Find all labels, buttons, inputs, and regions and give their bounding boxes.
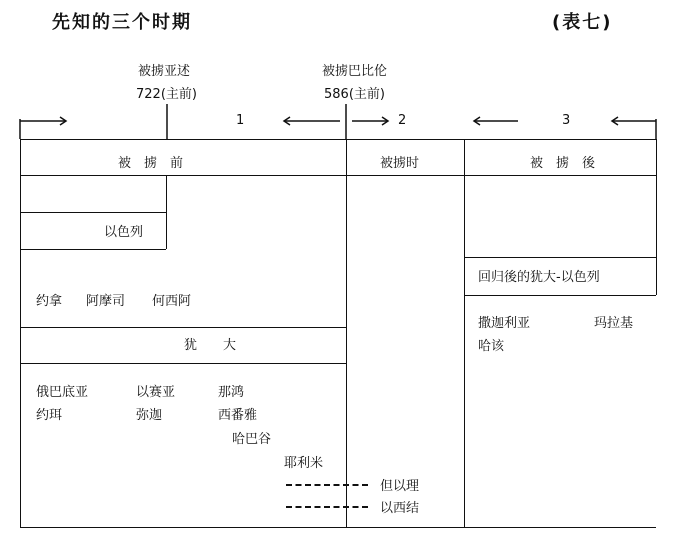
diagram-title: 先知的三个时期: [52, 12, 192, 33]
israel-top-line: [20, 212, 166, 213]
israel-bottom-line: [20, 249, 166, 250]
header-during-exile: 被掳时: [380, 156, 420, 171]
header-pre-exile: 被 掳 前: [118, 156, 184, 171]
israel-end-line: [166, 175, 167, 249]
prophet-jonah: 约拿: [36, 294, 63, 309]
period-2-number: 2: [398, 113, 407, 128]
prophet-micah: 弥迦: [136, 408, 163, 423]
table-right-border: [656, 139, 657, 274]
israel-label: 以色列: [104, 225, 144, 240]
event-assyria-year: 722(主前): [136, 87, 197, 102]
prophet-daniel: 但以理: [380, 479, 420, 494]
event-babylon-year: 586(主前): [324, 87, 385, 102]
judah-top-line: [20, 327, 346, 328]
post-right-line: [656, 257, 657, 295]
prophet-habakkuk: 哈巴谷: [232, 432, 272, 447]
prophet-amos: 阿摩司: [86, 294, 126, 309]
daniel-dash: [286, 484, 368, 486]
ezekiel-dash: [286, 506, 368, 508]
period-3-number: 3: [562, 113, 571, 128]
prophet-hosea: 何西阿: [152, 294, 192, 309]
divider-586: [346, 139, 347, 527]
post-bottom-line: [464, 295, 656, 296]
prophet-obadiah: 俄巴底亚: [36, 385, 89, 400]
table-top-border: [20, 139, 656, 140]
prophet-haggai: 哈该: [478, 339, 505, 354]
judah-bottom-line: [20, 363, 346, 364]
post-label: 回归後的犹大-以色列: [478, 270, 600, 285]
prophet-nahum: 那鸿: [218, 385, 245, 400]
header-post-exile: 被 掳 後: [530, 156, 596, 171]
prophet-joel: 约珥: [36, 408, 63, 423]
divider-post: [464, 139, 465, 527]
table-left-border: [20, 139, 21, 527]
prophet-jeremiah: 耶利米: [284, 456, 324, 471]
prophet-ezekiel: 以西结: [380, 501, 420, 516]
prophet-zechariah: 撒迦利亚: [478, 316, 531, 331]
table-bottom-border: [20, 527, 656, 528]
table-number: (表七): [552, 12, 613, 33]
judah-label: 犹 大: [184, 338, 237, 353]
prophet-malachi: 玛拉基: [594, 316, 634, 331]
prophet-zephaniah: 西番雅: [218, 408, 258, 423]
event-assyria-name: 被掳亚述: [138, 64, 191, 79]
period-1-number: 1: [236, 113, 245, 128]
post-top-line: [464, 257, 656, 258]
header-bottom-border: [20, 175, 656, 176]
event-babylon-name: 被掳巴比伦: [322, 64, 388, 79]
prophet-isaiah: 以赛亚: [136, 385, 176, 400]
